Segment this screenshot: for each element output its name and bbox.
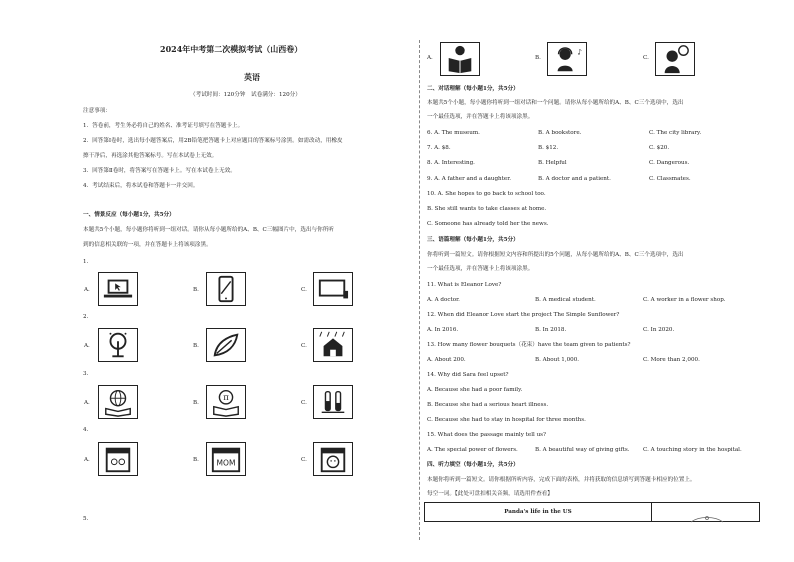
q10-option-a: 10. A. She hopes to go back to school too. [427,191,546,197]
notice-line: 2．回答第Ⅰ卷时，选出每小题答案后，用2B铅笔把答题卡上对应题目的答案标号涂黑。如需改动，用橡皮 [83,138,343,144]
music-listener-picture [547,42,587,76]
q8-option-b: B. Helpful [538,160,567,166]
q12-option-c: C. In 2020. [643,327,675,333]
q13-option-a: A. About 200. [427,357,466,363]
q7-option-a: 7. A. $8. [427,145,451,151]
column-divider [419,40,420,540]
q11-option-a: A. A doctor. [427,297,460,303]
reading-person-picture [440,42,480,76]
speaking-person-picture [655,42,695,76]
question-number: 2. [83,314,89,320]
notice-line: 3．回答第Ⅱ卷时，将答案写在答题卡上。写在本试卷上无效。 [83,168,236,174]
table-column-divider [651,503,652,521]
calendar-tree-picture [98,442,138,476]
q12-question: 12. When did Eleanor Love start the project The Simple Sunflower? [427,312,620,318]
calendar-child-picture [313,442,353,476]
question-number: 4. [83,427,89,433]
house-rain-picture [313,328,353,362]
option-b-label: B. [193,343,199,349]
svg-text:MOM: MOM [216,458,236,468]
q10-option-c: C. Someone has already told her the news. [427,221,549,227]
notice-line: 擦干净后，再选涂其他答案标号。写在本试卷上无效。 [83,153,218,159]
notice-title: 注意事项： [83,108,111,114]
option-c-label: C. [301,343,307,349]
exam-title: 2024年中考第二次模拟考试（山西卷） [160,44,303,54]
section4-title: 四、听力填空（每小题1分，共5分） [427,462,519,468]
q6-option-b: B. A bookstore. [538,130,582,136]
subject-title: 英语 [244,72,260,82]
leaves-picture [206,328,246,362]
section1-desc: 本题共5个小题，每小题你将听到一组对话。请你从每小题所给的A、B、C三幅图片中，选出与你所听 [83,227,334,233]
q9-option-a: 9. A. A father and a daughter. [427,176,512,182]
q14-option-c: C. Because she had to stay in hospital for three months. [427,417,586,423]
q15-option-a: A. The special power of flowers. [427,447,518,453]
option-b-label: B. [193,400,199,406]
q11-option-c: C. A worker in a flower shop. [643,297,726,303]
q15-question: 15. What does the passage mainly tell us? [427,432,547,438]
q13-question: 13. How many flower bouquets（花束）have the team given to patients? [427,342,631,348]
q11-option-b: B. A medical student. [535,297,596,303]
option-a-label: A. [84,400,90,406]
q8-option-a: 8. A. Interesting. [427,160,475,166]
q7-option-c: C. $20. [649,145,670,151]
q14-option-b: B. Because she had a serious heart illness. [427,402,549,408]
q14-question: 14. Why did Sara feel upset? [427,372,509,378]
option-b-label: B. [193,457,199,463]
section3-desc: 你将听到一篇短文。请你根据短文内容和所提出的5个问题，从每小题所给的A、B、C三个选项中，选出 [427,252,684,258]
question-number: 3. [83,371,89,377]
smartphone-picture [206,272,246,306]
question-number: 5. [83,516,89,522]
q15-option-c: C. A touching story in the hospital. [643,447,742,453]
q7-option-b: B. $12. [538,145,559,151]
section1-desc: 到的信息相关联的一项，并在答题卡上将该项涂黑。 [83,242,212,248]
q12-option-a: A. In 2016. [427,327,459,333]
notice-line: 1．答卷前，考生务必将自己的姓名、准考证号填写在答题卡上。 [83,123,244,129]
section2-title: 二、对话理解（每小题1分，共5分） [427,86,519,92]
option-a-label: A. [427,55,433,61]
q10-option-b: B. She still wants to take classes at home. [427,206,547,212]
option-b-label: B. [535,55,541,61]
option-b-label: B. [193,287,199,293]
question-number: 1. [83,259,89,265]
laptop-picture [98,272,138,306]
q9-option-c: C. Classmates. [649,176,691,182]
globe-book-picture [98,385,138,419]
fill-in-table [424,502,760,522]
option-a-label: A. [84,343,90,349]
q11-question: 11. What is Eleanor Love? [427,282,502,288]
table-header: Panda's life in the US [504,509,572,515]
q8-option-c: C. Dangerous. [649,160,690,166]
test-tubes-picture [313,385,353,419]
q6-option-a: 6. A. The museum. [427,130,480,136]
section4-desc: 本题你将听到一篇短文。请你根据所听内容，完成下面的表格，并将获取的信息填写到答题卡相应的位置上。 [427,477,696,483]
section3-desc: 一个最佳选项，并在答题卡上将该项涂黑。 [427,266,534,272]
section4-desc: 每空一词。【此处可盘扣相关音频，请选用件查看】 [427,491,553,497]
calendar-mom-picture [206,442,246,476]
q12-option-b: B. In 2018. [535,327,567,333]
q13-option-b: B. About 1,000. [535,357,580,363]
flower-ornament [687,509,727,519]
tree-picture [98,328,138,362]
q14-option-a: A. Because she had a poor family. [427,387,523,393]
svg-text:π: π [223,392,229,403]
option-a-label: A. [84,457,90,463]
math-book-picture [206,385,246,419]
section3-title: 三、语篇理解（每小题1分，共5分） [427,237,519,243]
exam-info: （考试时间：120分钟 试卷满分：120分） [190,92,301,98]
q15-option-b: B. A beautiful way of giving gifts. [535,447,630,453]
q13-option-c: C. More than 2,000. [643,357,700,363]
q6-option-c: C. The city library. [649,130,702,136]
option-c-label: C. [301,287,307,293]
option-a-label: A. [84,287,90,293]
section2-desc: 本题共5个小题，每小题你将听到一组对话和一个问题。请你从每小题所给的A、B、C三个选项中，选出 [427,100,684,106]
section2-desc: 一个最佳选项，并在答题卡上将该项涂黑。 [427,114,534,120]
option-c-label: C. [301,457,307,463]
svg-text:♪: ♪ [577,47,583,57]
option-c-label: C. [643,55,649,61]
option-c-label: C. [301,400,307,406]
television-picture [313,272,353,306]
q9-option-b: B. A doctor and a patient. [538,176,611,182]
notice-line: 4．考试结束后，将本试卷和答题卡一并交回。 [83,183,199,189]
section1-title: 一、情景反应（每小题1分，共5分） [83,212,175,218]
